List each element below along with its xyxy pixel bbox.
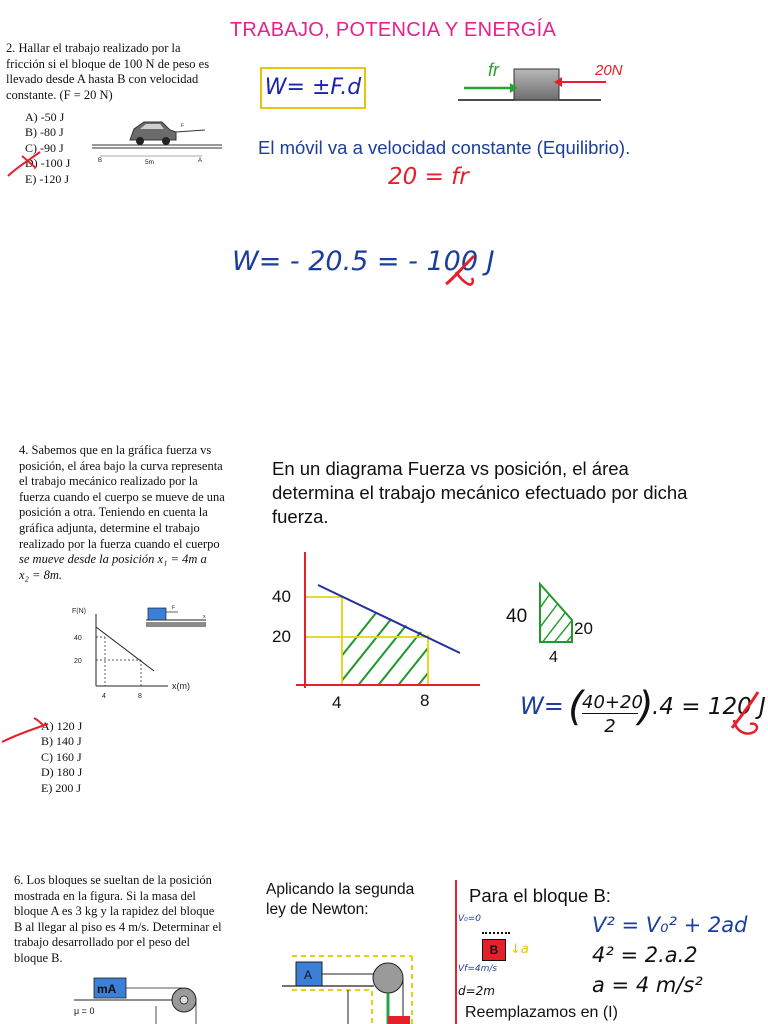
equilibrium-equation: 20 = fr xyxy=(388,164,469,190)
newton-note: Aplicando la segunda ley de Newton: xyxy=(266,881,415,918)
small-graph-ylabel: F(N) xyxy=(72,608,86,615)
replace-note: Reemplazamos en (I) xyxy=(465,1004,618,1021)
small-graph-x8: 8 xyxy=(138,693,142,700)
constant-velocity-note: El móvil va a velocidad constante (Equilibrio). xyxy=(258,137,631,158)
pulley-figure xyxy=(60,974,220,1024)
answer-check-mark xyxy=(0,110,60,190)
distance-label: 5m xyxy=(145,159,155,166)
trap-left: 40 xyxy=(506,606,528,627)
page-title: TRABAJO, POTENCIA Y ENERGÍA xyxy=(229,19,557,41)
area-note: En un diagrama Fuerza vs posición, el área determina el trabajo mecánico efectuado por dicha fuerza. xyxy=(272,458,688,527)
problem-4-statement: 4. Sabemos que en la gráfica fuerza vs posición, el área bajo la curva representa el trabajo mecánico realizado por la fuerza cuando el cuerpo se mueve de una posición a otra. Teniendo en cuenta la gráfica adjunta, determine el trabajo realizado por la fuerza cuando el cuerpo se mueve desde la posición x₁ = 4m a x₂ = 8m. xyxy=(19,443,225,582)
friction-coefficient-label: μ = 0 xyxy=(74,1006,95,1016)
force-position-graph xyxy=(258,548,490,720)
eq-velocity: V² = V₀² + 2ad xyxy=(592,913,748,937)
work-result-equation: W= - 20.5 = - 100 J xyxy=(232,246,495,277)
eq-substitution: 4² = 2.a.2 xyxy=(592,943,698,967)
answer-check-mark-4 xyxy=(0,700,60,750)
force-value-label: 20N xyxy=(595,62,623,79)
small-force-position-graph xyxy=(60,600,240,705)
option-e: E) -120 J xyxy=(25,171,69,186)
small-graph-xlabel: x(m) xyxy=(172,681,190,691)
block-a-label: A xyxy=(304,968,313,982)
kinematics-equations xyxy=(592,910,747,1000)
work-formula: W= ±F.d xyxy=(264,75,362,100)
trapezoid-sketch xyxy=(502,578,612,668)
graph-x4: 4 xyxy=(332,693,342,712)
option-b: B) -80 J xyxy=(25,125,64,140)
point-a-label: A xyxy=(198,158,203,164)
small-graph-x: x xyxy=(203,614,206,620)
friction-label: fr xyxy=(488,60,499,80)
point-b-label: B xyxy=(98,158,103,164)
option-c: C) -90 J xyxy=(25,140,64,155)
option-d: D) 180 J xyxy=(41,765,83,780)
option-c: C) 160 J xyxy=(41,749,82,764)
force-label: F xyxy=(181,123,185,129)
graph-y20: 20 xyxy=(272,627,291,646)
trap-right: 20 xyxy=(574,619,593,638)
problem-6-statement: 6. Los bloques se sueltan de la posición mostrada en la figura. Si la masa del bloque A es 3 kg y la rapidez del bloque B al llegar al piso es 4 m/s. Determinar el trabajo desarrollado por el peso del bloque B. xyxy=(14,873,222,965)
option-a: A) 120 J xyxy=(41,719,83,733)
option-a: A) -50 J xyxy=(25,110,65,124)
graph-y40: 40 xyxy=(272,587,291,606)
problem-2-statement: 2. Hallar el trabajo realizado por la fricción si el bloque de 100 N de peso es llevado desde A hasta B con velocidad constante. (F = 20 N) xyxy=(6,41,210,102)
car-figure xyxy=(90,112,225,170)
divider xyxy=(455,880,457,1024)
small-graph-force: F xyxy=(172,605,176,611)
eq-acceleration: a = 4 m/s² xyxy=(592,973,703,997)
option-d: D) -100 J xyxy=(25,156,71,171)
mass-a-label: mA xyxy=(97,982,117,996)
block-forces-diagram xyxy=(458,52,638,108)
trap-bottom: 4 xyxy=(549,649,558,666)
block-b-sketch: V₀=0 B ↓a Vf=4m/s d=2m xyxy=(458,914,529,998)
block-system-sketch xyxy=(262,950,454,1024)
graph-x8: 8 xyxy=(420,691,430,710)
work-formula-box xyxy=(260,67,366,109)
answer-check-mark-big xyxy=(726,688,768,738)
option-b: B) 140 J xyxy=(41,734,82,749)
option-e: E) 200 J xyxy=(41,780,81,795)
small-graph-y40: 40 xyxy=(74,635,82,642)
result-check-mark xyxy=(442,250,482,290)
block-b-title: Para el bloque B: xyxy=(469,885,611,906)
small-graph-y20: 20 xyxy=(74,658,82,665)
small-graph-x4: 4 xyxy=(102,693,106,700)
hatched-area xyxy=(308,598,488,698)
block-b: B xyxy=(482,939,506,961)
